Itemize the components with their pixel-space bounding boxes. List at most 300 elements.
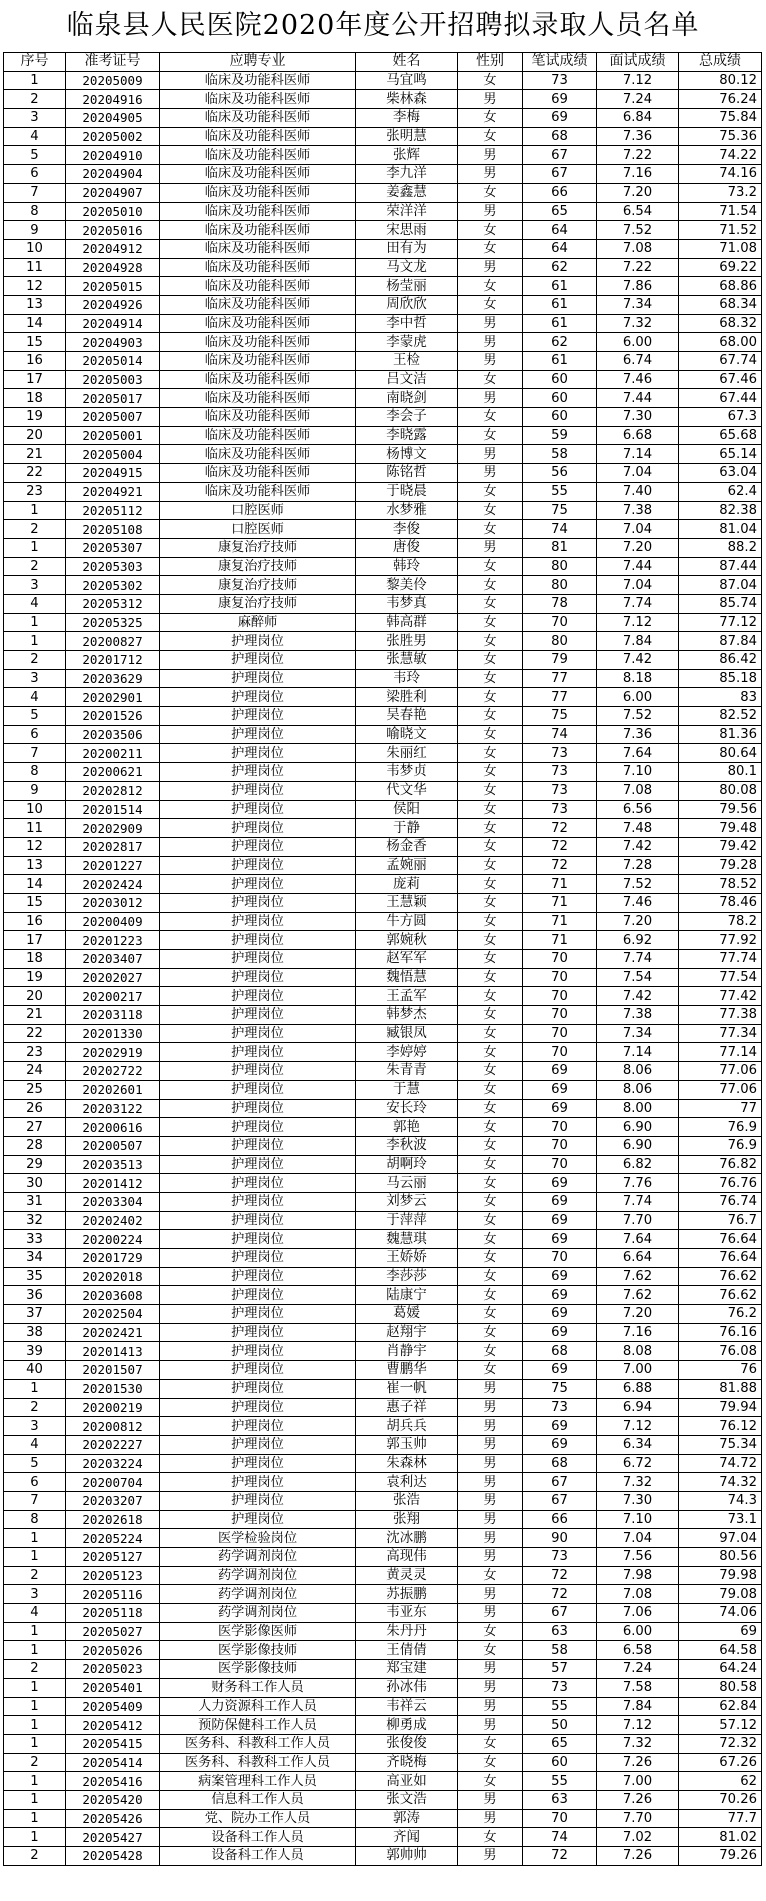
cell-total-score: 64.58 xyxy=(679,1641,762,1660)
table-row xyxy=(4,1192,762,1211)
table-row xyxy=(4,1809,762,1828)
cell-position: 临床及功能科医师 xyxy=(160,277,356,296)
cell-position: 临床及功能科医师 xyxy=(160,165,356,184)
cell-gender: 女 xyxy=(458,1361,523,1380)
table-row xyxy=(4,763,762,782)
cell-exam-id: 20200219 xyxy=(66,1398,160,1417)
cell-name: 王检 xyxy=(356,352,458,371)
cell-written-score: 69 xyxy=(523,1080,597,1099)
cell-exam-id: 20204903 xyxy=(66,333,160,352)
cell-total-score: 87.04 xyxy=(679,576,762,595)
cell-written-score: 74 xyxy=(523,520,597,539)
cell-interview-score: 7.74 xyxy=(597,950,679,969)
cell-position: 护理岗位 xyxy=(160,875,356,894)
table-row xyxy=(4,1510,762,1529)
cell-gender: 女 xyxy=(458,707,523,726)
cell-interview-score: 7.62 xyxy=(597,1267,679,1286)
cell-position: 护理岗位 xyxy=(160,1323,356,1342)
cell-position: 药学调剂岗位 xyxy=(160,1566,356,1585)
cell-index: 26 xyxy=(4,1099,66,1118)
cell-written-score: 69 xyxy=(523,1267,597,1286)
cell-written-score: 67 xyxy=(523,146,597,165)
cell-position: 护理岗位 xyxy=(160,1454,356,1473)
cell-position: 护理岗位 xyxy=(160,1398,356,1417)
cell-name: 郭帅帅 xyxy=(356,1847,458,1866)
cell-name: 吕文洁 xyxy=(356,370,458,389)
cell-index: 3 xyxy=(4,669,66,688)
cell-exam-id: 20201507 xyxy=(66,1361,160,1380)
cell-name: 宋思雨 xyxy=(356,221,458,240)
cell-total-score: 62.84 xyxy=(679,1697,762,1716)
cell-total-score: 65.68 xyxy=(679,426,762,445)
table-row xyxy=(4,1790,762,1809)
cell-total-score: 75.84 xyxy=(679,109,762,128)
cell-name: 黄灵灵 xyxy=(356,1566,458,1585)
cell-total-score: 77.12 xyxy=(679,613,762,632)
cell-written-score: 56 xyxy=(523,464,597,483)
cell-written-score: 72 xyxy=(523,819,597,838)
cell-index: 14 xyxy=(4,875,66,894)
cell-index: 12 xyxy=(4,837,66,856)
cell-position: 药学调剂岗位 xyxy=(160,1604,356,1623)
cell-index: 15 xyxy=(4,893,66,912)
cell-gender: 女 xyxy=(458,426,523,445)
cell-written-score: 75 xyxy=(523,1379,597,1398)
cell-written-score: 70 xyxy=(523,613,597,632)
cell-exam-id: 20201729 xyxy=(66,1249,160,1268)
cell-exam-id: 20203118 xyxy=(66,1006,160,1025)
cell-written-score: 69 xyxy=(523,109,597,128)
cell-total-score: 77.74 xyxy=(679,950,762,969)
cell-interview-score: 6.56 xyxy=(597,800,679,819)
cell-gender: 男 xyxy=(458,445,523,464)
cell-name: 韩梦杰 xyxy=(356,1006,458,1025)
cell-interview-score: 6.00 xyxy=(597,333,679,352)
cell-name: 李俊 xyxy=(356,520,458,539)
cell-name: 崔一帆 xyxy=(356,1379,458,1398)
cell-written-score: 67 xyxy=(523,1473,597,1492)
cell-name: 郭婉秋 xyxy=(356,931,458,950)
cell-interview-score: 7.12 xyxy=(597,1716,679,1735)
cell-exam-id: 20202812 xyxy=(66,781,160,800)
cell-interview-score: 7.54 xyxy=(597,968,679,987)
table-row xyxy=(4,165,762,184)
cell-name: 代文华 xyxy=(356,781,458,800)
cell-total-score: 77.38 xyxy=(679,1006,762,1025)
cell-name: 李会子 xyxy=(356,408,458,427)
table-row xyxy=(4,1286,762,1305)
cell-gender: 男 xyxy=(458,146,523,165)
cell-index: 1 xyxy=(4,632,66,651)
table-row xyxy=(4,1585,762,1604)
cell-name: 陈铭哲 xyxy=(356,464,458,483)
cell-index: 1 xyxy=(4,1622,66,1641)
cell-exam-id: 20201526 xyxy=(66,707,160,726)
cell-written-score: 69 xyxy=(523,1286,597,1305)
cell-position: 临床及功能科医师 xyxy=(160,258,356,277)
cell-position: 人力资源科工作人员 xyxy=(160,1697,356,1716)
cell-gender: 女 xyxy=(458,1118,523,1137)
cell-written-score: 62 xyxy=(523,258,597,277)
cell-total-score: 82.52 xyxy=(679,707,762,726)
cell-name: 梁胜利 xyxy=(356,688,458,707)
cell-exam-id: 20204904 xyxy=(66,165,160,184)
cell-exam-id: 20201514 xyxy=(66,800,160,819)
cell-gender: 女 xyxy=(458,837,523,856)
cell-name: 胡兵兵 xyxy=(356,1417,458,1436)
cell-index: 11 xyxy=(4,819,66,838)
header-position: 应聘专业 xyxy=(160,53,356,72)
cell-written-score: 69 xyxy=(523,1174,597,1193)
table-row xyxy=(4,295,762,314)
cell-name: 杨莹丽 xyxy=(356,277,458,296)
table-row xyxy=(4,1828,762,1847)
cell-position: 医学影像医师 xyxy=(160,1622,356,1641)
table-row xyxy=(4,202,762,221)
cell-interview-score: 6.88 xyxy=(597,1379,679,1398)
cell-written-score: 61 xyxy=(523,277,597,296)
cell-interview-score: 7.42 xyxy=(597,837,679,856)
cell-name: 柳勇成 xyxy=(356,1716,458,1735)
cell-exam-id: 20205023 xyxy=(66,1660,160,1679)
cell-total-score: 80.58 xyxy=(679,1678,762,1697)
cell-name: 张俊俊 xyxy=(356,1734,458,1753)
table-row xyxy=(4,1249,762,1268)
cell-total-score: 68.00 xyxy=(679,333,762,352)
cell-position: 临床及功能科医师 xyxy=(160,408,356,427)
cell-index: 34 xyxy=(4,1249,66,1268)
cell-exam-id: 20205015 xyxy=(66,277,160,296)
cell-written-score: 64 xyxy=(523,239,597,258)
cell-written-score: 67 xyxy=(523,1491,597,1510)
cell-index: 19 xyxy=(4,968,66,987)
cell-index: 11 xyxy=(4,258,66,277)
table-body xyxy=(4,71,762,1865)
cell-written-score: 80 xyxy=(523,576,597,595)
cell-written-score: 60 xyxy=(523,408,597,427)
cell-position: 护理岗位 xyxy=(160,856,356,875)
cell-position: 临床及功能科医师 xyxy=(160,146,356,165)
cell-position: 护理岗位 xyxy=(160,1342,356,1361)
cell-index: 1 xyxy=(4,1529,66,1548)
table-row xyxy=(4,127,762,146)
cell-written-score: 70 xyxy=(523,1043,597,1062)
cell-position: 护理岗位 xyxy=(160,1118,356,1137)
cell-exam-id: 20203304 xyxy=(66,1192,160,1211)
cell-index: 27 xyxy=(4,1118,66,1137)
cell-interview-score: 6.92 xyxy=(597,931,679,950)
cell-interview-score: 7.04 xyxy=(597,576,679,595)
cell-written-score: 69 xyxy=(523,1361,597,1380)
cell-gender: 女 xyxy=(458,950,523,969)
cell-position: 口腔医师 xyxy=(160,520,356,539)
cell-gender: 女 xyxy=(458,1342,523,1361)
cell-name: 郭艳 xyxy=(356,1118,458,1137)
cell-name: 李九洋 xyxy=(356,165,458,184)
cell-written-score: 68 xyxy=(523,127,597,146)
cell-interview-score: 7.76 xyxy=(597,1174,679,1193)
cell-total-score: 76.12 xyxy=(679,1417,762,1436)
cell-exam-id: 20205427 xyxy=(66,1828,160,1847)
cell-name: 张慧敏 xyxy=(356,651,458,670)
cell-position: 医务科、科教科工作人员 xyxy=(160,1753,356,1772)
cell-total-score: 77.06 xyxy=(679,1080,762,1099)
cell-exam-id: 20200616 xyxy=(66,1118,160,1137)
cell-written-score: 73 xyxy=(523,71,597,90)
cell-name: 魏悟慧 xyxy=(356,968,458,987)
cell-index: 29 xyxy=(4,1155,66,1174)
cell-gender: 男 xyxy=(458,1716,523,1735)
cell-total-score: 77.14 xyxy=(679,1043,762,1062)
cell-total-score: 69 xyxy=(679,1622,762,1641)
cell-gender: 男 xyxy=(458,1510,523,1529)
cell-written-score: 58 xyxy=(523,1641,597,1660)
cell-written-score: 71 xyxy=(523,931,597,950)
cell-written-score: 69 xyxy=(523,90,597,109)
cell-name: 南晓剑 xyxy=(356,389,458,408)
cell-gender: 男 xyxy=(458,1398,523,1417)
cell-position: 护理岗位 xyxy=(160,707,356,726)
cell-total-score: 69.22 xyxy=(679,258,762,277)
cell-index: 9 xyxy=(4,781,66,800)
cell-index: 13 xyxy=(4,856,66,875)
table-row xyxy=(4,464,762,483)
cell-position: 护理岗位 xyxy=(160,950,356,969)
cell-gender: 女 xyxy=(458,1734,523,1753)
cell-total-score: 76.62 xyxy=(679,1286,762,1305)
cell-gender: 女 xyxy=(458,127,523,146)
cell-position: 临床及功能科医师 xyxy=(160,109,356,128)
cell-gender: 男 xyxy=(458,314,523,333)
cell-position: 党、院办工作人员 xyxy=(160,1809,356,1828)
table-row xyxy=(4,688,762,707)
cell-interview-score: 7.04 xyxy=(597,464,679,483)
cell-gender: 男 xyxy=(458,1491,523,1510)
cell-name: 王慧颖 xyxy=(356,893,458,912)
cell-gender: 女 xyxy=(458,1828,523,1847)
cell-position: 护理岗位 xyxy=(160,819,356,838)
cell-position: 医务科、科教科工作人员 xyxy=(160,1734,356,1753)
cell-index: 1 xyxy=(4,501,66,520)
table-row xyxy=(4,781,762,800)
cell-position: 临床及功能科医师 xyxy=(160,183,356,202)
cell-position: 临床及功能科医师 xyxy=(160,239,356,258)
cell-name: 曹鹏华 xyxy=(356,1361,458,1380)
cell-index: 4 xyxy=(4,1435,66,1454)
cell-position: 护理岗位 xyxy=(160,1417,356,1436)
cell-gender: 女 xyxy=(458,744,523,763)
cell-position: 护理岗位 xyxy=(160,1006,356,1025)
table-row xyxy=(4,707,762,726)
cell-interview-score: 7.52 xyxy=(597,875,679,894)
cell-exam-id: 20201530 xyxy=(66,1379,160,1398)
cell-interview-score: 6.68 xyxy=(597,426,679,445)
cell-position: 护理岗位 xyxy=(160,1491,356,1510)
cell-name: 朱丹丹 xyxy=(356,1622,458,1641)
cell-total-score: 85.18 xyxy=(679,669,762,688)
cell-position: 康复治疗技师 xyxy=(160,557,356,576)
cell-gender: 男 xyxy=(458,333,523,352)
table-row xyxy=(4,1080,762,1099)
cell-written-score: 60 xyxy=(523,370,597,389)
cell-total-score: 74.06 xyxy=(679,1604,762,1623)
cell-position: 护理岗位 xyxy=(160,669,356,688)
cell-interview-score: 7.70 xyxy=(597,1809,679,1828)
cell-exam-id: 20203012 xyxy=(66,893,160,912)
cell-gender: 女 xyxy=(458,183,523,202)
cell-gender: 男 xyxy=(458,165,523,184)
cell-exam-id: 20205426 xyxy=(66,1809,160,1828)
cell-written-score: 71 xyxy=(523,893,597,912)
header-name: 姓名 xyxy=(356,53,458,72)
cell-gender: 男 xyxy=(458,1454,523,1473)
cell-exam-id: 20201227 xyxy=(66,856,160,875)
cell-gender: 女 xyxy=(458,1192,523,1211)
cell-index: 5 xyxy=(4,1454,66,1473)
cell-total-score: 73.2 xyxy=(679,183,762,202)
cell-interview-score: 7.32 xyxy=(597,1473,679,1492)
table-row xyxy=(4,800,762,819)
cell-position: 护理岗位 xyxy=(160,1510,356,1529)
cell-exam-id: 20205001 xyxy=(66,426,160,445)
cell-written-score: 72 xyxy=(523,837,597,856)
cell-gender: 男 xyxy=(458,1585,523,1604)
cell-interview-score: 6.72 xyxy=(597,1454,679,1473)
cell-interview-score: 7.00 xyxy=(597,1772,679,1791)
cell-index: 4 xyxy=(4,594,66,613)
cell-gender: 女 xyxy=(458,594,523,613)
table-row xyxy=(4,314,762,333)
cell-index: 4 xyxy=(4,1604,66,1623)
cell-written-score: 72 xyxy=(523,1847,597,1866)
cell-name: 喻晓文 xyxy=(356,725,458,744)
cell-written-score: 80 xyxy=(523,557,597,576)
cell-gender: 女 xyxy=(458,1267,523,1286)
table-row xyxy=(4,258,762,277)
cell-index: 1 xyxy=(4,1734,66,1753)
table-row xyxy=(4,1398,762,1417)
table-row xyxy=(4,482,762,501)
cell-interview-score: 6.90 xyxy=(597,1136,679,1155)
cell-total-score: 76.64 xyxy=(679,1249,762,1268)
cell-written-score: 70 xyxy=(523,968,597,987)
table-row xyxy=(4,71,762,90)
table-row xyxy=(4,1529,762,1548)
cell-interview-score: 6.34 xyxy=(597,1435,679,1454)
cell-total-score: 76.74 xyxy=(679,1192,762,1211)
table-row xyxy=(4,1323,762,1342)
cell-name: 齐晓梅 xyxy=(356,1753,458,1772)
cell-total-score: 79.48 xyxy=(679,819,762,838)
cell-written-score: 61 xyxy=(523,295,597,314)
cell-index: 35 xyxy=(4,1267,66,1286)
cell-name: 马宜鸣 xyxy=(356,71,458,90)
cell-exam-id: 20205027 xyxy=(66,1622,160,1641)
cell-total-score: 79.08 xyxy=(679,1585,762,1604)
cell-position: 护理岗位 xyxy=(160,1249,356,1268)
cell-gender: 女 xyxy=(458,71,523,90)
cell-written-score: 67 xyxy=(523,1604,597,1623)
cell-gender: 女 xyxy=(458,912,523,931)
cell-exam-id: 20205302 xyxy=(66,576,160,595)
cell-interview-score: 8.06 xyxy=(597,1080,679,1099)
cell-exam-id: 20201330 xyxy=(66,1024,160,1043)
cell-interview-score: 7.20 xyxy=(597,1305,679,1324)
cell-interview-score: 7.52 xyxy=(597,221,679,240)
cell-exam-id: 20203629 xyxy=(66,669,160,688)
cell-written-score: 63 xyxy=(523,1622,597,1641)
cell-interview-score: 7.12 xyxy=(597,1417,679,1436)
cell-index: 2 xyxy=(4,1660,66,1679)
cell-name: 高亚如 xyxy=(356,1772,458,1791)
cell-name: 臧银凤 xyxy=(356,1024,458,1043)
cell-written-score: 70 xyxy=(523,1249,597,1268)
cell-exam-id: 20200621 xyxy=(66,763,160,782)
cell-interview-score: 6.00 xyxy=(597,1622,679,1641)
cell-position: 临床及功能科医师 xyxy=(160,482,356,501)
cell-exam-id: 20205003 xyxy=(66,370,160,389)
cell-name: 苏振鹏 xyxy=(356,1585,458,1604)
cell-name: 韦亚东 xyxy=(356,1604,458,1623)
cell-name: 侯阳 xyxy=(356,800,458,819)
cell-total-score: 85.74 xyxy=(679,594,762,613)
cell-written-score: 58 xyxy=(523,445,597,464)
cell-exam-id: 20200217 xyxy=(66,987,160,1006)
table-row xyxy=(4,987,762,1006)
cell-index: 25 xyxy=(4,1080,66,1099)
cell-written-score: 71 xyxy=(523,912,597,931)
table-row xyxy=(4,520,762,539)
cell-gender: 男 xyxy=(458,1847,523,1866)
cell-position: 护理岗位 xyxy=(160,1024,356,1043)
cell-interview-score: 8.00 xyxy=(597,1099,679,1118)
cell-position: 康复治疗技师 xyxy=(160,594,356,613)
cell-name: 马文龙 xyxy=(356,258,458,277)
cell-name: 庞莉 xyxy=(356,875,458,894)
cell-interview-score: 7.16 xyxy=(597,1323,679,1342)
cell-interview-score: 7.20 xyxy=(597,183,679,202)
cell-name: 于静 xyxy=(356,819,458,838)
cell-written-score: 66 xyxy=(523,183,597,202)
cell-name: 肖静宇 xyxy=(356,1342,458,1361)
cell-interview-score: 7.14 xyxy=(597,445,679,464)
cell-gender: 男 xyxy=(458,202,523,221)
cell-written-score: 68 xyxy=(523,1454,597,1473)
cell-position: 护理岗位 xyxy=(160,1192,356,1211)
table-row xyxy=(4,1024,762,1043)
table-row xyxy=(4,1753,762,1772)
cell-written-score: 78 xyxy=(523,594,597,613)
cell-index: 16 xyxy=(4,912,66,931)
cell-total-score: 77.06 xyxy=(679,1062,762,1081)
table-row xyxy=(4,613,762,632)
cell-interview-score: 7.14 xyxy=(597,1043,679,1062)
cell-gender: 男 xyxy=(458,1529,523,1548)
cell-position: 护理岗位 xyxy=(160,651,356,670)
cell-index: 6 xyxy=(4,165,66,184)
cell-position: 康复治疗技师 xyxy=(160,538,356,557)
table-row xyxy=(4,501,762,520)
cell-interview-score: 7.02 xyxy=(597,1828,679,1847)
cell-index: 38 xyxy=(4,1323,66,1342)
table-row xyxy=(4,352,762,371)
cell-index: 4 xyxy=(4,127,66,146)
header-gender: 性别 xyxy=(458,53,523,72)
table-row xyxy=(4,445,762,464)
cell-gender: 女 xyxy=(458,613,523,632)
cell-index: 37 xyxy=(4,1305,66,1324)
cell-interview-score: 7.36 xyxy=(597,127,679,146)
